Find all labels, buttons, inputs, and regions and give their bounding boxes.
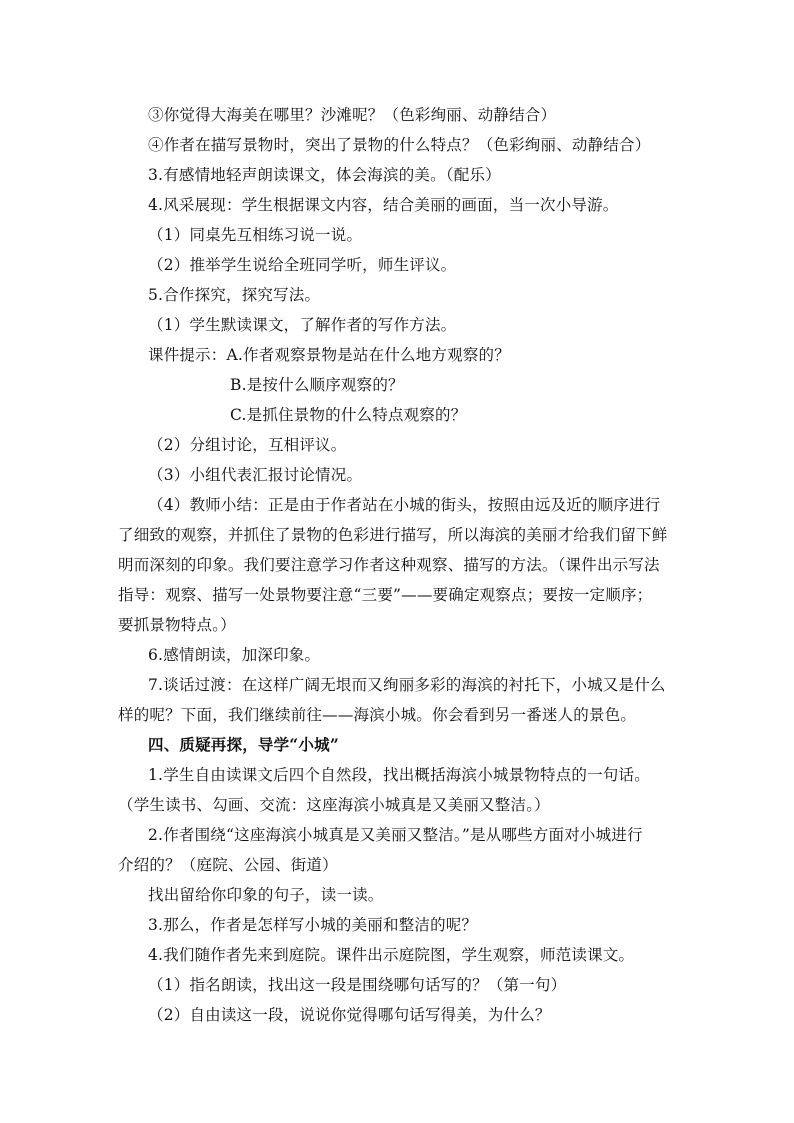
text-line: 了细致的观察，并抓住了景物的色彩进行描写，所以海滨的美丽才给我们留下鲜 [118,526,668,544]
text-line: （4）教师小结：正是由于作者站在小城的街头，按照由远及近的顺序进行 [148,496,661,514]
text-line: ③你觉得大海美在哪里？沙滩呢？（色彩绚丽、动静结合） [148,106,557,124]
text-line: （1）同桌先互相练习说一说。 [148,226,363,244]
text-line: B.是按什么顺序观察的？ [230,376,404,394]
text-line: 4.我们随作者先来到庭院。课件出示庭院图，学生观察，师范读课文。 [148,946,635,964]
text-line: （2）分组讨论，互相评议。 [148,436,347,454]
text-line: 6.感情朗读，加深印象。 [148,646,321,664]
text-line: 介绍的？（庭院、公园、街道） [118,856,338,874]
text-line: 明而深刻的印象。我们要注意学习作者这种观察、描写的方法。（课件出示写法 [118,556,660,574]
text-line: 要抓景物特点。） [118,616,236,634]
text-line: 3.那么，作者是怎样写小城的美丽和整洁的呢？ [148,916,478,934]
text-line: 样的呢？下面，我们继续前往——海滨小城。你会看到另一番迷人的景色。 [118,706,637,724]
text-line: （1）指名朗读，找出这一段是围绕哪句话写的？（第一句） [148,976,567,994]
text-line: （2）推举学生说给全班同学听，师生评议。 [148,256,457,274]
text-line: （3）小组代表汇报讨论情况。 [148,466,363,484]
lesson-plan-text [118,100,678,1030]
text-line: C.是抓住景物的什么特点观察的？ [230,406,467,424]
text-line: 3.有感情地轻声朗读课文，体会海滨的美。（配乐） [148,166,501,184]
text-line: 7.谈话过渡：在这样广阔无垠而又绚丽多彩的海滨的衬托下，小城又是什么 [148,676,666,694]
text-line: （1）学生默读课文，了解作者的写作方法。 [148,316,457,334]
text-line: 2.作者围绕“这座海滨小城真是又美丽又整洁。”是从哪些方面对小城进行 [148,826,643,844]
text-line: （2）自由读这一段，说说你觉得哪句话写得美，为什么？ [148,1006,551,1024]
text-line: 指导：观察、描写一处景物要注意“三要”——要确定观察点；要按一定顺序； [118,586,653,604]
text-line: 课件提示：A.作者观察景物是站在什么地方观察的？ [148,346,510,364]
text-line: 找出留给你印象的句子，读一读。 [148,886,384,904]
text-line: 1.学生自由读课文后四个自然段，找出概括海滨小城景物特点的一句话。 [148,766,650,784]
text-line: （学生读书、勾画、交流：这座海滨小城真是又美丽又整洁。） [118,796,550,814]
text-line: 4.风采展现：学生根据课文内容，结合美丽的画面，当一次小导游。 [148,196,619,214]
text-line: ④作者在描写景物时，突出了景物的什么特点？（色彩绚丽、动静结合） [148,136,651,154]
section-heading: 四、质疑再探，导学“小城” [148,735,339,754]
text-line: 5.合作探究，探究写法。 [148,286,321,304]
